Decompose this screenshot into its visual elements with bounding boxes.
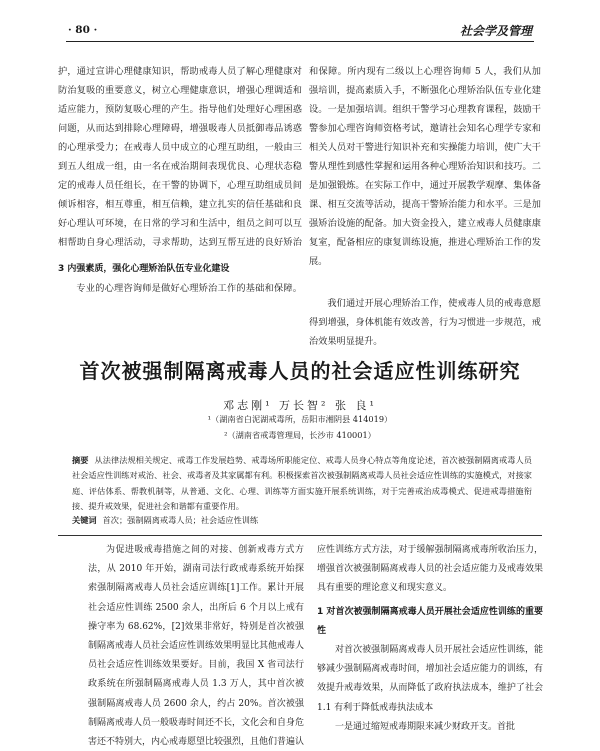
- article-title: 首次被强制隔离戒毒人员的社会适应性训练研究: [79, 359, 521, 383]
- bottom-left-column: [88, 541, 304, 747]
- running-header: [66, 12, 534, 42]
- top-right-column: [309, 62, 541, 351]
- paragraph: 为促进吸戒毒措施之间的对接、创新戒毒方式方法，从 2010 年开始，湖南司法行政戒毒系统开始探索强制隔离戒毒人员社会适应训练[1]工作。累计开展社会适应性训练 2500 余人，出所后 6 个月以上戒有操守率为 68.62%，[2]效果非常好，特别是首次被强制隔离戒毒人员社会适应性训练效果明显比其他戒毒人员社会适应性训练效果要好。目前，我国 X 省司法行政系统在所强制隔离戒毒人员 1.3 万人，其中首次被强制隔离戒毒人员 2600 余人，约占 20%。首次被强制隔离戒毒人员一般吸毒时间还不长，文化会和自身危害还不特别大，内心戒毒愿望比较强烈，且他们普遍认: [88, 545, 304, 747]
- keywords-label: 关键词: [72, 515, 97, 525]
- paragraph: 对首次被强制隔离戒毒人员开展社会适应性训练，能够减少强制隔离戒毒时间，增加社会适应能力的训练，有效提升戒毒效果，从而降低了政府执法成本，维护了社会: [317, 644, 543, 694]
- keywords-text: 首次；强制隔离戒毒人员；社会适应性训练: [102, 515, 259, 525]
- top-left-column: [58, 62, 302, 298]
- paragraph: 和保障。所内现有二级以上心理咨询师 5 人，我们从加强培训，提高素质入手，不断强化心理矫治队伍专业化建设。一是加强培训。组织干警学习心理教育课程，鼓励干警参加心理咨询师资格考试，邀请社会知名心理学专家和相关人员对干警进行知识补充和实操能力培训，使广大干警从理性到感性掌握和运用各种心理矫治知识和技巧。二是加强锻炼。在实际工作中，通过开展教学观摩、集体备课、相互交流等活动，提高干警矫治能力和水平。三是加强矫治设施的配备。加大资金投入，建立戒毒人员健康康复室，配备相应的康复训练设施，推进心理矫治工作的发展。: [309, 66, 541, 267]
- paragraph: 我们通过开展心理矫治工作，使戒毒人员的戒毒意愿得到增强，身体机能有效改善，行为习惯进一步规范，戒治效果明显提升。: [309, 298, 541, 347]
- page-number: · 80 ·: [68, 24, 98, 36]
- affiliation-2: ²（湖南省戒毒管理局，长沙市 410001）: [224, 430, 376, 440]
- divider: [58, 535, 542, 536]
- journal-name: 社会学及管理: [459, 24, 532, 38]
- keywords: [72, 513, 532, 527]
- article-authors: 邓志刚¹ 万长智² 张 良¹: [223, 399, 377, 412]
- subsection-heading: 1.1 有利于降低戒毒执法成本: [317, 702, 434, 713]
- bottom-right-column: [317, 541, 543, 737]
- paragraph: 应性训练方式方法，对于缓解强制隔离戒毒所收治压力，增强首次被强制隔离戒毒人员的社会适应能力及戒毒效果具有重要的理论意义和现实意义。: [317, 545, 543, 594]
- abstract-label: 摘要: [72, 455, 89, 465]
- abstract: [72, 453, 532, 514]
- section-heading: 3 内强素质，强化心理矫治队伍专业化建设: [58, 264, 230, 274]
- abstract-text: 从法律法规相关规定、戒毒工作发展趋势、戒毒场所职能定位、戒毒人员身心特点等角度论述，首次被强制隔离戒毒人员社会适应性训练对戒治、社会、戒毒者及其家属都有利。积极探索首次被强制隔离戒毒人员社会适应性训练的实施模式，对接家庭、评估体系、帮教机制等，从普通、文化、心理、训练等方面实施开展系统训练，对于完善戒治成毒模式、促进戒毒措施衔接、提升戒效果，促进社会和谐都有重要作用。: [72, 455, 532, 511]
- paragraph: 护，通过宣讲心理健康知识，帮助戒毒人员了解心理健康对防治复吸的重要意义，树立心理健康意识，增强心理调适和适应能力，预防复吸心理的产生。指导他们处理好心理困惑问题，从而达到排除心理障碍，增强吸毒人员抵御毒品诱惑的心理承受力；在戒毒人员中成立的心理互助组，一般由三到五人组成一组，由一名在戒治期间表现优良、心理状态稳定的戒毒人员任组长，在干警的协调下，心理互助组成员间倾诉相容，相互尊重，相互信赖，建立扎实的信任基础和良好心理认可环境，在日常的学习和生活中，组员之间可以互相帮助自身心理活动，寻求帮助，达到互帮互进的良好矫治: [58, 66, 302, 248]
- section-heading: 1 对首次被强制隔离戒毒人员开展社会适应性训练的重要性: [317, 606, 543, 636]
- affiliation-1: ¹（湖南省白泥湖戒毒所，岳阳市湘阴县 414019）: [207, 414, 393, 424]
- paragraph: 一是通过缩短戒毒期限来减少财政开支。首批: [335, 721, 516, 732]
- paragraph: 专业的心理咨询师是做好心理矫治工作的基础和保障。: [76, 283, 302, 294]
